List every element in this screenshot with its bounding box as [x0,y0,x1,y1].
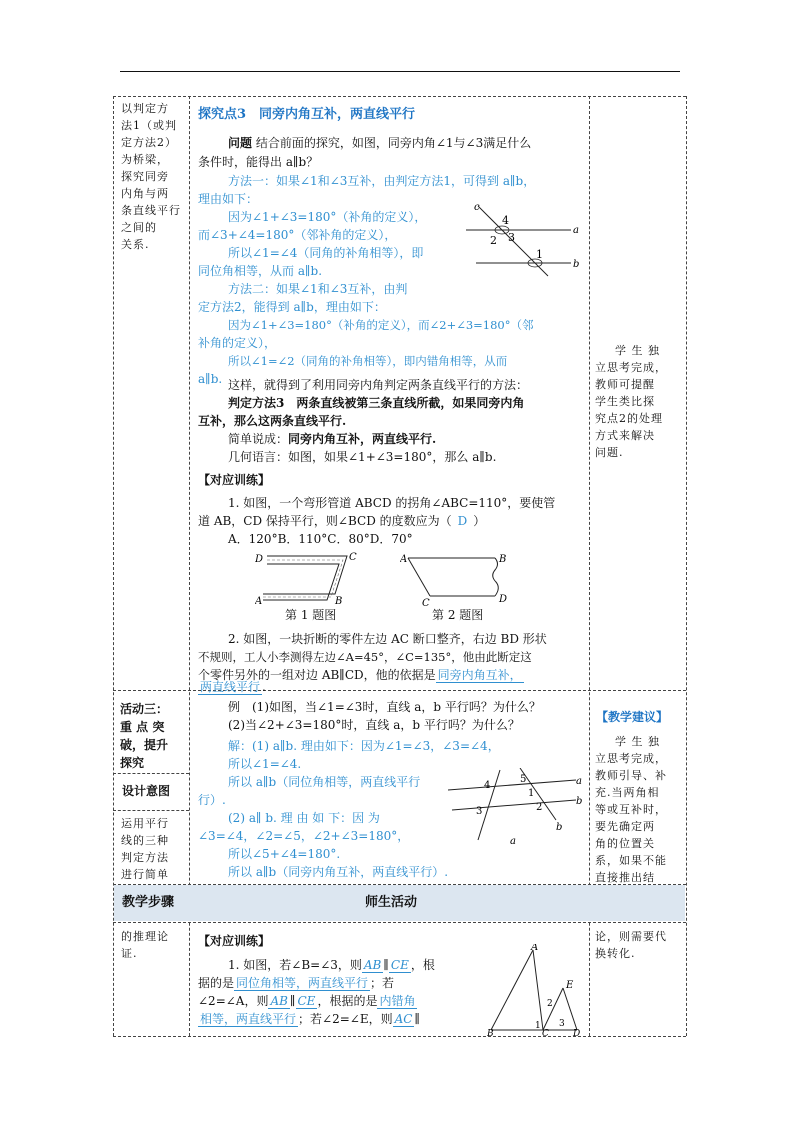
rule3-line-2: 互补，那么这两条直线平行. [198,414,347,428]
svg-text:D: D [255,554,264,565]
svg-text:b: b [556,822,563,833]
geometric-language: 几何语言：如图，如果∠1+∠3=180°，那么 a∥b. [228,450,497,464]
q2-answer-part2: 两直线平行 [200,680,261,694]
svg-text:b: b [573,259,580,270]
svg-text:A: A [255,596,263,607]
example-line-1: 例 (1)如图，当∠1=∠3时，直线 a，b 平行吗？为什么？ [228,700,541,714]
top-rule [120,71,680,72]
activity3-label: 活动三： 重 点 突 破，提升 探究 [120,702,169,770]
svg-text:2: 2 [547,999,553,1009]
brief-statement: 简单说成：同旁内角互补，两直线平行. [228,432,437,446]
method1-line-2: 理由如下： [198,192,259,206]
method2-line-6: a∥b. [198,372,223,386]
method2-line-5: 所以∠1=∠2（同角的补角相等），即内错角相等，从而 [228,354,508,368]
right-note-3: 论，则需要代 换转化. [595,930,667,960]
table-bottom-border [113,1036,686,1037]
method1-line-6: 同位角相等，从而 a∥b. [198,264,323,278]
solution-line-6: ∠3=∠4，∠2=∠5，∠2+∠3=180°， [198,829,410,843]
left-note-3: 的推理论 证. [121,930,169,960]
q2-answer-part1: 同旁内角互补， [437,668,522,682]
row-divider-5 [113,922,686,923]
svg-text:1: 1 [535,1021,541,1031]
right-note-2: 学 生 独 立思考完成， 教师引导、补 充.当两角相 等或互补时， 要先确定两 角的位置关 系，如果不能 直接推出结 [595,735,667,884]
method2-line-3: 因为∠1+∠3=180°（补角的定义），而∠2+∠3=180°（邻 [228,318,534,332]
svg-text:B: B [335,596,343,607]
svg-text:C: C [542,1029,549,1036]
pipe-figure [255,548,380,610]
t1-line-4: 相等，两直线平行 ；若∠2=∠E，则 AC ∥ [200,1012,420,1026]
svg-text:c: c [474,202,480,213]
parallel-lines-figure [466,200,581,278]
q2-line-4: 两直线平行 . [200,680,266,694]
row-divider-2 [113,773,189,774]
svg-text:C: C [422,598,430,609]
solution-line-1: 解：(1) a∥b. 理由如下：因为∠1=∠3，∠3=∠4， [228,739,500,753]
method2-line-1: 方法二：如果∠1和∠3互补，由判 [228,282,408,296]
solution-line-5: (2) a∥ b. 理 由 如 下：因 为 [228,811,380,825]
training-heading-1: 【对应训练】 [198,473,271,487]
design-intent-label: 设计意图 [122,784,171,798]
svg-text:2: 2 [536,802,543,813]
figure-2-caption: 第 2 题图 [432,608,484,622]
svg-text:D: D [499,594,508,605]
svg-text:5: 5 [520,774,527,785]
method1-line-1: 方法一：如果∠1和∠3互补，由判定方法1，可得到 a∥b， [228,174,536,188]
solution-line-7: 所以∠5+∠4=180°. [228,847,341,861]
svg-text:A: A [531,944,539,953]
svg-text:C: C [349,552,357,563]
left-note-1: 以判定方 法1（或判 定方法2） 为桥梁， 探究同旁 内角与两 条直线平行 之间的 关系. [121,102,181,251]
svg-text:a: a [573,225,579,236]
solution-line-4: 行）. [198,793,226,807]
q1-line-1: 1. 如图，一个弯形管道 ABCD 的拐角∠ABC=110°，要使管 [228,496,556,510]
rule3-line-1: 判定方法3 两条直线被第三条直线所截，如果同旁内角 [228,396,525,410]
q2-line-3: 个零件另外的一组对边 AB∥CD，他的依据是 同旁内角互补， [198,668,522,682]
svg-text:1: 1 [528,788,535,799]
figure-1-caption: 第 1 题图 [285,608,337,622]
example-line-2: (2)当∠2+∠3=180°时，直线 a，b 平行吗？为什么？ [228,718,520,732]
right-note-1: 学 生 独 立思考完成， 教师可提醒 学生类比探 究点2的处理 方式来解决 问题. [595,344,667,459]
svg-text:a: a [576,776,582,787]
left-note-2: 运用平行 线的三种 判定方法 进行简单 [121,817,169,881]
q1-answer: D [457,514,468,528]
svg-text:E: E [566,980,574,991]
method2-line-4: 补角的定义）， [198,336,277,350]
conclusion-line: 这样，就得到了利用同旁内角判定两条直线平行的方法： [228,378,529,392]
q2-line-1: 2. 如图，一块折断的零件左边 AC 断口整齐，右边 BD 形状 [228,632,547,646]
svg-text:2: 2 [490,234,497,247]
svg-text:A: A [400,554,408,565]
problem-label: 问题 [228,136,253,150]
svg-text:B: B [499,554,507,565]
solution-line-2: 所以∠1=∠4. [228,757,302,771]
row-divider-3 [113,810,189,811]
training-heading-2: 【对应训练】 [198,934,271,948]
solution-line-3: 所以 a∥b（同位角相等，两直线平行 [228,775,421,789]
table-right-border [686,96,687,1036]
svg-text:D: D [573,1029,581,1036]
problem-line-1: 问题 结合前面的探究，如图，同旁内角∠1与∠3满足什么 [228,136,532,150]
method1-line-3: 因为∠1+∠3=180°（补角的定义）， [228,210,427,224]
solution-line-8: 所以 a∥b（同旁内角互补，两直线平行）. [228,865,449,879]
svg-text:B: B [487,1029,494,1036]
method1-line-5: 所以∠1=∠4（同角的补角相等），即 [228,246,424,260]
teaching-steps-header: 教学步骤 [122,895,175,910]
svg-text:4: 4 [484,780,491,791]
table-top-border [113,96,686,97]
example-lines-figure [448,768,583,848]
teaching-suggestion-label: 【教学建议】 [596,710,669,724]
q1-line-2: 道 AB，CD 保持平行，则∠BCD 的度数应为（ D ） [198,514,486,528]
problem-line-2: 条件时，能得出 a∥b？ [198,155,319,169]
svg-text:a: a [510,836,516,847]
q1-options: A．120°B．110°C．80°D．70° [228,532,413,546]
t1-line-1: 1. 如图，若∠B=∠3，则 AB ∥ CE ，根 [228,958,435,972]
triangles-figure [487,944,583,1036]
q2-line-2: 不规则，工人小李测得左边∠A=45°，∠C=135°，他由此断定这 [198,650,532,664]
method2-line-2: 定方法2，能得到 a∥b，理由如下： [198,300,386,314]
t1-line-3: ∠2=∠A，则 AB ∥ CE ，根据的是 内错角 [198,994,416,1008]
section-title: 探究点3 同旁内角互补，两直线平行 [198,107,416,122]
svg-text:3: 3 [476,806,483,817]
svg-text:b: b [576,796,583,807]
svg-text:4: 4 [502,214,509,227]
method1-line-4: 而∠3+∠4=180°（邻补角的定义）， [198,228,397,242]
teacher-student-activity-header: 师生活动 [365,895,418,910]
svg-text:1: 1 [536,248,543,261]
broken-part-figure [400,550,525,610]
t1-line-2: 据的是 同位角相等，两直线平行 ；若 [198,976,395,990]
svg-text:3: 3 [559,1019,565,1029]
svg-text:3: 3 [508,231,515,244]
